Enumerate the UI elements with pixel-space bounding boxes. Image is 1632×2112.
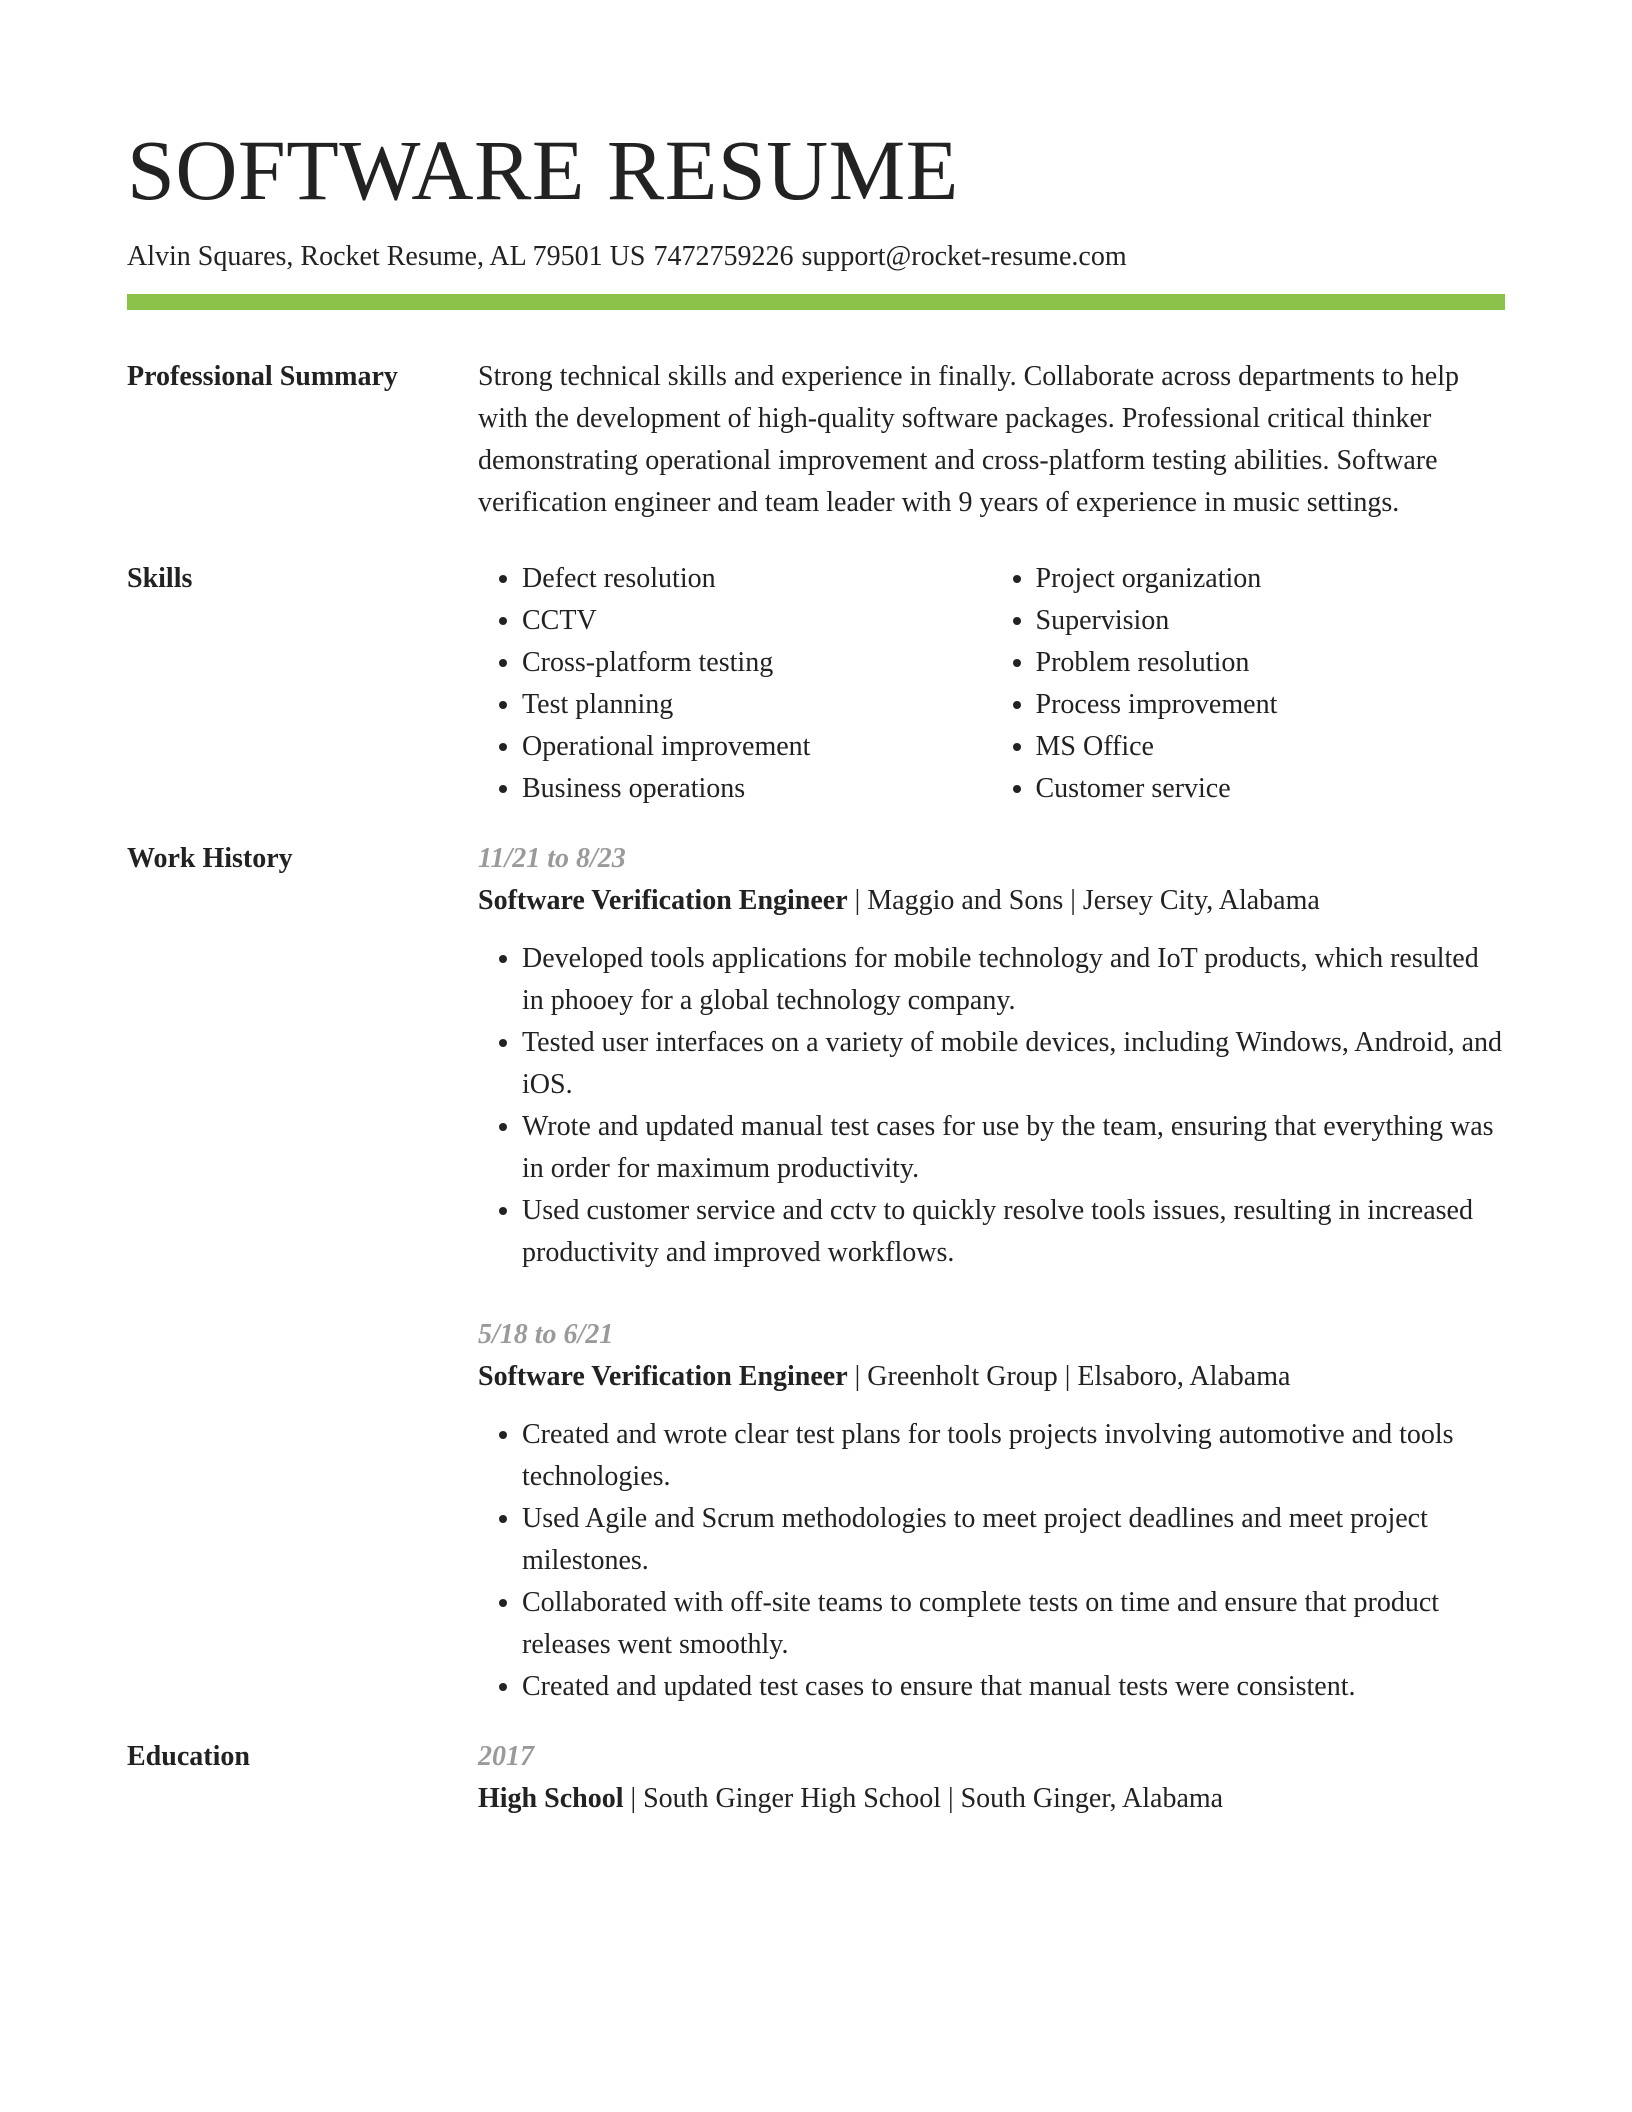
skills-section — [127, 558, 1505, 810]
resume-title: SOFTWARE RESUME — [127, 122, 959, 218]
work-history-section — [127, 838, 1505, 1708]
education-body — [478, 1736, 1505, 1820]
skills-list-right — [992, 558, 1506, 810]
accent-divider — [127, 294, 1505, 310]
skill-item: • MS Office — [1036, 726, 1506, 768]
skill-item: • Process improvement — [1036, 684, 1506, 726]
skill-item: • Defect resolution — [522, 558, 992, 600]
contact-address: Alvin Squares, Rocket Resume, AL 79501 US — [127, 241, 646, 272]
skill-item: • Operational improvement — [522, 726, 992, 768]
job-bullet: • Used customer service and cctv to quickly resolve tools issues, resulting in increased productivity and improved workflows. — [522, 1190, 1505, 1274]
contact-email: support@rocket-resume.com — [801, 241, 1127, 272]
job-dates: 11/21 to 8/23 — [478, 843, 626, 874]
job-bullet: • Created and updated test cases to ensure that manual tests were consistent. — [522, 1666, 1505, 1708]
job-entry — [478, 1314, 1505, 1708]
job-bullet: • Developed tools applications for mobile technology and IoT products, which resulted in phooey for a global technology company. — [522, 938, 1505, 1022]
education-label: Education — [127, 1741, 250, 1772]
job-role: Software Verification Engineer — [478, 1361, 848, 1392]
skill-item: • CCTV — [522, 600, 992, 642]
skills-columns — [478, 558, 1505, 810]
summary-label: Professional Summary — [127, 361, 398, 392]
education-details: | South Ginger High School | South Ginger, Alabama — [623, 1783, 1224, 1814]
job-bullet: • Tested user interfaces on a variety of mobile devices, including Windows, Android, and iOS. — [522, 1022, 1505, 1106]
skill-item: • Business operations — [522, 768, 992, 810]
skill-item: • Problem resolution — [1036, 642, 1506, 684]
skill-item: • Test planning — [522, 684, 992, 726]
summary-section — [127, 356, 1505, 524]
contact-line — [127, 240, 1505, 274]
skills-list-left — [478, 558, 992, 810]
job-details: | Maggio and Sons | Jersey City, Alabama — [847, 885, 1320, 916]
summary-text: Strong technical skills and experience in finally. Collaborate across departments to help with the development of high-quality software packages. Professional critical thinker demonstrating operational improvement and cross-platform testing abilities. Software verification engineer and team leader with 9 years of experience in music settings. — [478, 361, 1459, 518]
education-line — [478, 1778, 1505, 1820]
job-bullet: • Collaborated with off-site teams to complete tests on time and ensure that product releases went smoothly. — [522, 1582, 1505, 1666]
job-title-line — [478, 1356, 1505, 1398]
job-bullet: • Wrote and updated manual test cases for use by the team, ensuring that everything was in order for maximum productivity. — [522, 1106, 1505, 1190]
education-section — [127, 1736, 1505, 1820]
skill-item: • Cross-platform testing — [522, 642, 992, 684]
job-entry — [478, 838, 1505, 1274]
skills-label: Skills — [127, 563, 193, 594]
work-history-label: Work History — [127, 843, 293, 874]
job-bullet: • Used Agile and Scrum methodologies to meet project deadlines and meet project milestones. — [522, 1498, 1505, 1582]
job-bullets — [478, 1414, 1505, 1708]
job-bullets — [478, 938, 1505, 1274]
job-details: | Greenholt Group | Elsaboro, Alabama — [847, 1361, 1291, 1392]
job-role: Software Verification Engineer — [478, 885, 848, 916]
skill-item: • Customer service — [1036, 768, 1506, 810]
skill-item: • Supervision — [1036, 600, 1506, 642]
education-year: 2017 — [478, 1741, 534, 1772]
contact-phone: 7472759226 — [653, 241, 794, 272]
education-degree: High School — [478, 1783, 624, 1814]
job-bullet: • Created and wrote clear test plans for tools projects involving automotive and tools technologies. — [522, 1414, 1505, 1498]
job-dates: 5/18 to 6/21 — [478, 1319, 614, 1350]
work-history-body — [478, 838, 1505, 1708]
skill-item: • Project organization — [1036, 558, 1506, 600]
job-title-line — [478, 880, 1505, 922]
